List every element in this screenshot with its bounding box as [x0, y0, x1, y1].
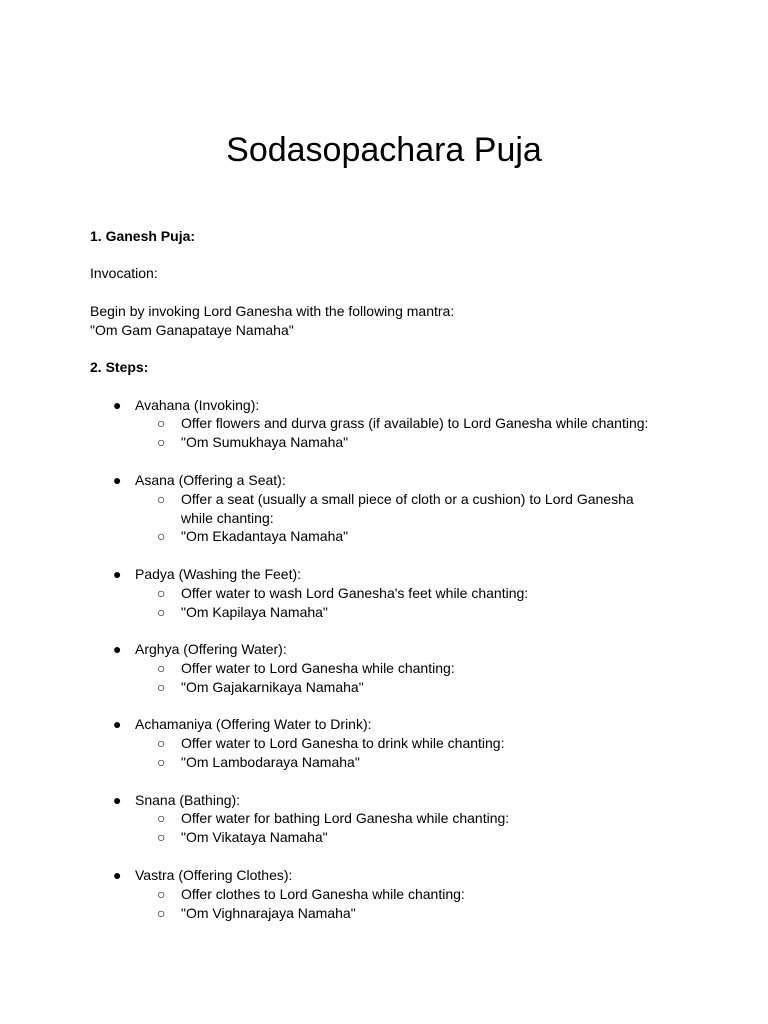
circle-bullet-icon: ○ [157, 735, 166, 751]
step-instruction: Offer water for bathing Lord Ganesha while chanting: [181, 810, 510, 826]
circle-bullet-icon: ○ [157, 905, 166, 921]
bullet-icon: ● [113, 641, 122, 657]
step-mantra: "Om Vighnarajaya Namaha" [181, 905, 356, 921]
circle-bullet-icon: ○ [157, 434, 166, 450]
sub-list-item [157, 414, 677, 433]
step-mantra: "Om Sumukhaya Namaha" [181, 434, 349, 450]
step-instruction: Offer water to wash Lord Ganesha's feet while chanting: [181, 585, 529, 601]
bullet-icon: ● [113, 566, 122, 582]
sub-list-item [157, 490, 667, 527]
step-label: Avahana (Invoking): [135, 397, 260, 413]
sub-list-item [157, 678, 677, 697]
sub-list-item [157, 527, 677, 546]
step-label: Vastra (Offering Clothes): [135, 867, 293, 883]
bullet-icon: ● [113, 867, 122, 883]
step-instruction: Offer clothes to Lord Ganesha while chanting: [181, 886, 465, 902]
step-label: Achamaniya (Offering Water to Drink): [135, 716, 372, 732]
circle-bullet-icon: ○ [157, 829, 166, 845]
section-heading-steps: 2. Steps: [90, 359, 149, 375]
circle-bullet-icon: ○ [157, 415, 166, 431]
circle-bullet-icon: ○ [157, 528, 166, 544]
sub-list-item [157, 659, 677, 678]
circle-bullet-icon: ○ [157, 660, 166, 676]
circle-bullet-icon: ○ [157, 491, 166, 507]
step-label: Snana (Bathing): [135, 792, 241, 808]
invocation-label: Invocation: [90, 265, 158, 281]
sub-list-item [157, 734, 677, 753]
step-label: Padya (Washing the Feet): [135, 566, 302, 582]
circle-bullet-icon: ○ [157, 585, 166, 601]
invocation-text: Begin by invoking Lord Ganesha with the following mantra: [90, 303, 455, 319]
step-mantra: "Om Ekadantaya Namaha" [181, 528, 349, 544]
sub-list-item [157, 809, 677, 828]
bullet-icon: ● [113, 792, 122, 808]
circle-bullet-icon: ○ [157, 810, 166, 826]
bullet-icon: ● [113, 472, 122, 488]
step-mantra: "Om Vikataya Namaha" [181, 829, 328, 845]
bullet-icon: ● [113, 716, 122, 732]
step-instruction: Offer flowers and durva grass (if available) to Lord Ganesha while chanting: [181, 415, 649, 431]
circle-bullet-icon: ○ [157, 679, 166, 695]
sub-list-item [157, 433, 677, 452]
sub-list-item [157, 584, 677, 603]
bullet-icon: ● [113, 397, 122, 413]
circle-bullet-icon: ○ [157, 754, 166, 770]
document-title: Sodasopachara Puja [226, 131, 542, 169]
step-label: Arghya (Offering Water): [135, 641, 287, 657]
sub-list-item [157, 603, 677, 622]
circle-bullet-icon: ○ [157, 886, 166, 902]
sub-list-item [157, 753, 677, 772]
step-instruction: Offer water to Lord Ganesha while chanting: [181, 660, 455, 676]
sub-list-item [157, 904, 677, 923]
sub-list-item [157, 828, 677, 847]
step-instruction: Offer a seat (usually a small piece of cloth or a cushion) to Lord Ganesha while chanting: [181, 491, 634, 526]
circle-bullet-icon: ○ [157, 604, 166, 620]
section-heading-ganesh-puja: 1. Ganesh Puja: [90, 228, 196, 244]
step-label: Asana (Offering a Seat): [135, 472, 286, 488]
invocation-mantra: "Om Gam Ganapataye Namaha" [90, 322, 294, 338]
step-mantra: "Om Gajakarnikaya Namaha" [181, 679, 364, 695]
step-instruction: Offer water to Lord Ganesha to drink while chanting: [181, 735, 505, 751]
sub-list-item [157, 885, 677, 904]
step-mantra: "Om Lambodaraya Namaha" [181, 754, 360, 770]
step-mantra: "Om Kapilaya Namaha" [181, 604, 328, 620]
